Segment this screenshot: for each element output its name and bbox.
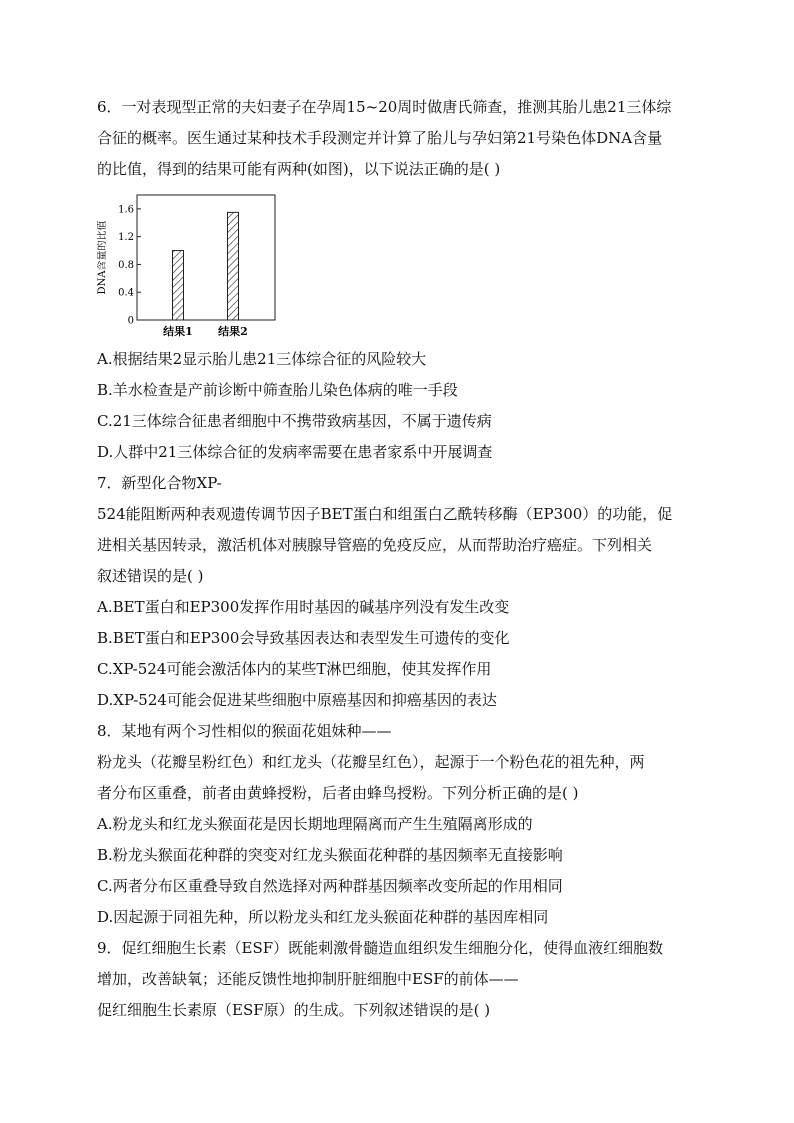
q6-stem-line-3: 的比值，得到的结果可能有两种(如图)，以下说法正确的是( ) (97, 160, 501, 178)
y-tick-label: 0.8 (118, 259, 134, 271)
y-tick-label: 0.4 (118, 287, 134, 299)
q9-stem-line-3: 促红细胞生长素原（ESF原）的生成。下列叙述错误的是( ) (97, 1001, 491, 1019)
q8-option-a: A.粉龙头和红龙头猴面花是因长期地理隔离而产生生殖隔离形成的 (97, 815, 533, 833)
q6-option-d: D.人群中21三体综合征的发病率需要在患者家系中开展调查 (97, 443, 493, 461)
q7-option-d: D.XP-524可能会促进某些细胞中原癌基因和抑癌基因的表达 (97, 691, 497, 709)
q7-stem-line-2: 524能阻断两种表观遗传调节因子BET蛋白和组蛋白乙酰转移酶（EP300）的功能，促 (97, 505, 673, 523)
bars (173, 212, 239, 320)
q8-stem-line-1: 8．某地有两个习性相似的猴面花姐妹种—— (97, 722, 392, 740)
x-tick-labels (163, 324, 248, 338)
dna-ratio-bar-chart (97, 193, 277, 343)
q8-stem-line-3: 者分布区重叠，前者由黄蜂授粉，后者由蜂鸟授粉。下列分析正确的是( ) (97, 784, 579, 802)
y-ticks (118, 204, 141, 326)
x-tick-label: 结果1 (163, 325, 193, 338)
q7-option-b: B.BET蛋白和EP300会导致基因表达和表型发生可遗传的变化 (97, 629, 510, 647)
q8-option-b: B.粉龙头猴面花种群的突变对红龙头猴面花种群的基因频率无直接影响 (97, 846, 563, 864)
q9-stem-line-2: 增加，改善缺氧；还能反馈性地抑制肝脏细胞中ESF的前体—— (97, 970, 519, 988)
q6-stem-line-2: 合征的概率。医生通过某种技术手段测定并计算了胎儿与孕妇第21号染色体DNA含量 (97, 129, 663, 147)
chart-svg (97, 193, 277, 343)
q6-option-c: C.21三体综合征患者细胞中不携带致病基因，不属于遗传病 (97, 412, 492, 430)
q7-option-c: C.XP-524可能会激活体内的某些T淋巴细胞，使其发挥作用 (97, 660, 492, 678)
y-tick-label: 1.6 (118, 204, 134, 216)
q8-option-c: C.两者分布区重叠导致自然选择对两种群基因频率改变所起的作用相同 (97, 877, 563, 895)
q8-stem-line-2: 粉龙头（花瓣呈粉红色）和红龙头（花瓣呈红色），起源于一个粉色花的祖先种，两 (97, 753, 645, 771)
q6-option-a: A.根据结果2显示胎儿患21三体综合征的风险较大 (97, 350, 427, 368)
q7-stem-line-4: 叙述错误的是( ) (97, 567, 204, 585)
q7-option-a: A.BET蛋白和EP300发挥作用时基因的碱基序列没有发生改变 (97, 598, 510, 616)
q7-stem-line-1: 7．新型化合物XP- (97, 474, 222, 492)
y-tick-label: 0 (127, 315, 134, 327)
bar-2 (228, 212, 239, 320)
x-tick-label: 结果2 (218, 325, 248, 338)
q9-stem-line-1: 9．促红细胞生长素（ESF）既能刺激骨髓造血组织发生细胞分化，使得血液红细胞数 (97, 939, 664, 957)
y-axis-label: DNA含量的比值 (97, 220, 108, 295)
y-tick-label: 1.2 (118, 232, 134, 244)
q7-stem-line-3: 进相关基因转录，激活机体对胰腺导管癌的免疫反应，从而帮助治疗癌症。下列相关 (97, 536, 653, 554)
q6-stem-line-1: 6．一对表现型正常的夫妇妻子在孕周15~20周时做唐氏筛查，推测其胎儿患21三体综 (97, 98, 672, 116)
q8-option-d: D.因起源于同祖先种，所以粉龙头和红龙头猴面花种群的基因库相同 (97, 908, 549, 926)
plot-frame (137, 195, 275, 320)
bar-1 (173, 251, 184, 320)
q6-option-b: B.羊水检查是产前诊断中筛查胎儿染色体病的唯一手段 (97, 381, 458, 399)
